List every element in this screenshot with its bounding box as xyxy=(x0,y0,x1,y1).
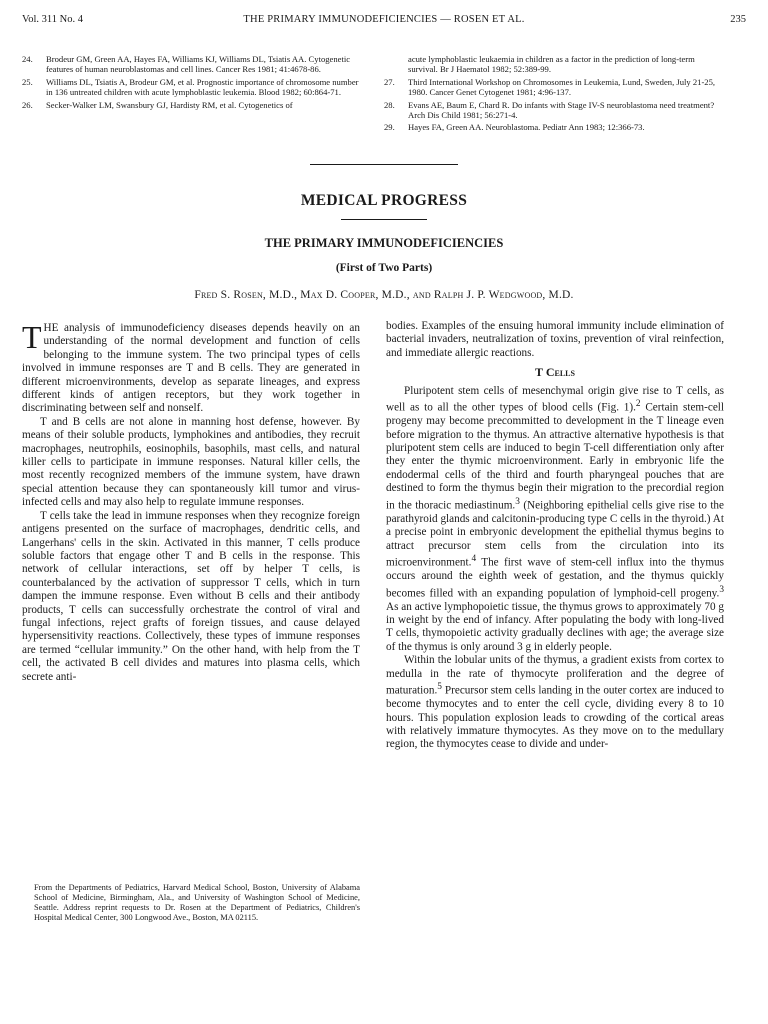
section-heading: T Cells xyxy=(535,365,575,380)
reference-number xyxy=(384,54,408,75)
body-paragraph xyxy=(22,319,360,416)
page-header xyxy=(22,14,746,30)
reference-item xyxy=(384,100,724,121)
reference-item xyxy=(384,54,724,75)
section-divider xyxy=(310,164,458,165)
paragraph-text: (Neighboring epithelial cells give rise to the parathyroid glands and calcitonin-producing type C cells in the thyroid.) At a precise point in embryonic development the epithelial thymus begins to attract precursor stem cells from the circulation into its microenvironment. xyxy=(386,499,724,569)
paragraph-text: Certain stem-cell progeny may become precommitted to development in the T lineage even before migration to the thymus. An attractive alternative hypothesis is that pluripotent stem cells are induced to begin T-cell differentiation only after they enter the thymic microenvironment. Early in embryonic life the endodermal cells of the third and fourth pharyngeal pouches that are destined to form the thymus begin their migration to the precordial region in the thoracic mediastinum. xyxy=(386,401,724,512)
running-title: THE PRIMARY IMMUNODEFICIENCIES — ROSEN ET AL. xyxy=(243,14,525,25)
body-paragraph: bodies. Examples of the ensuing humoral immunity include elimination of bacterial invaders, neutralization of toxins, prevention of viral reinfection, and immediate allergic reactions. xyxy=(386,320,724,359)
body-paragraph xyxy=(386,654,724,752)
body-left-column xyxy=(22,319,360,684)
reference-number: 28. xyxy=(384,99,395,110)
reference-text: Brodeur GM, Green AA, Hayes FA, Williams KJ, Williams DL, Tsiatis AA. Cytogenetic features of human neuroblastomas and cell lines. Cancer Res 1981; 41:4678-86. xyxy=(46,54,351,75)
reference-number: 29. xyxy=(384,122,395,133)
reference-text: Hayes FA, Green AA. Neuroblastoma. Pediatr Ann 1983; 12:366-73. xyxy=(408,122,645,133)
kicker-underline xyxy=(341,219,427,220)
citation-superscript: 3 xyxy=(719,584,724,595)
reference-item xyxy=(22,100,362,110)
reference-item xyxy=(22,77,362,98)
body-right-column xyxy=(386,320,724,752)
article-title: THE PRIMARY IMMUNODEFICIENCIES xyxy=(264,236,504,250)
references-left-column xyxy=(22,54,362,112)
paragraph-text: Precursor stem cells landing in the outer cortex are induced to become thymocytes and to enter the cell cycle, dividing every 8 to 10 hours. This population explosion leads to crowding of the cortical areas with relatively immature thymocytes. As they move on to the medullary region, the thymocytes cease to divide and under- xyxy=(386,684,724,751)
reference-text: Evans AE, Baum E, Chard R. Do infants with Stage IV-S neuroblastoma need treatment? Arch Dis Child 1981; 56:271-4. xyxy=(408,99,715,121)
reference-text: Third International Workshop on Chromosomes in Leukemia, Lund, Sweden, July 21-25, 1980. Cancer Genet Cytogenet 1981; 4:96-137. xyxy=(408,76,716,98)
affiliation-footnote: From the Departments of Pediatrics, Harvard Medical School, Boston, University of Alabama School of Medicine, Birmingham, Ala., and University of Washington School of Medicine, Seattle. Address reprint requests to Dr. Rosen at the Department of Pediatrics, Children's Hospital Medical Center, 300 Longwood Ave., Boston, MA 02115. xyxy=(34,883,360,922)
citation-superscript: 3 xyxy=(515,496,520,507)
reference-number: 27. xyxy=(384,76,395,87)
citation-superscript: 5 xyxy=(437,682,442,693)
article-authors: Fred S. Rosen, M.D., Max D. Cooper, M.D., and Ralph J. P. Wedgwood, M.D. xyxy=(194,289,574,301)
citation-superscript: 2 xyxy=(635,399,641,410)
paragraph-text: Within the lobular units of the thymus, a gradient exists from cortex to medulla in the rate of thymocyte proliferation and the degree of maturation. xyxy=(386,654,724,697)
reference-number: 26. xyxy=(22,99,33,110)
paragraph-text: The first wave of stem-cell influx into the thymus occurs around the eighth week of gestation, and the thymus quickly becomes filled with an expanding population of lymphoid-cell progeny. xyxy=(386,556,724,600)
reference-item xyxy=(22,54,362,75)
body-paragraph xyxy=(386,385,724,655)
volume-issue: Vol. 311 No. 4 xyxy=(22,14,83,25)
body-paragraph: T cells take the lead in immune responses when they recognize foreign antigens presented on the surface of macrophages, dendritic cells, and Langerhans' cells in the skin. Activated in this manner, T cells produce soluble factors that engage other T and B cells in the response. This network of cellular interactions, set off by helper T cells, is counterbalanced by the activation of suppressor T cells, which in turn dampen the immune response. Even without B cells and their antibody products, T cells can successfully orchestrate the control of viral and fungal infections, reject grafts of foreign tissues, and cause delayed hypersensitivity reactions. Collectively, these types of immune responses are termed “cellular immunity.” On the other hand, with help from the T cell, the activated B cell divides and matures into plasma cells, which secrete anti- xyxy=(22,509,360,683)
page-number: 235 xyxy=(730,14,746,25)
reference-item xyxy=(384,122,724,132)
section-kicker: MEDICAL PROGRESS xyxy=(300,192,468,209)
body-paragraph: T and B cells are not alone in manning host defense, however. By means of their soluble products, lymphokines and antibodies, they recruit macrophages, neutrophils, eosinophils, basophils, mast cells, and natural killer cells to participate in immune responses. Natural killer cells, the most recently recognized members of the immune system, have drawn special attention because they can spontaneously kill tumor and virus-infected cells and may also help to regulate immune responses. xyxy=(22,415,360,509)
article-subtitle: (First of Two Parts) xyxy=(335,262,433,274)
paragraph-text: As an active lymphopoietic tissue, the thymus grows to approximately 70 g in weight by the end of infancy. After populating the body with long-lived T cells, thymopoietic activity gradually declines with age; the average size of the thymus is only around 3 g in elderly people. xyxy=(386,600,724,653)
reference-text: Secker-Walker LM, Swansbury GJ, Hardisty RM, et al. Cytogenetics of xyxy=(46,99,293,110)
paragraph-text: HE analysis of immunodeficiency diseases depends heavily on an understanding of the normal development and function of cells belonging to the immune system. The two principal types of cells involved in immune responses are T and B cells. They are generated in different microenvironments, develop as separate lineages, and express different kinds of antigen receptors, but they work together in discriminating between self and nonself. xyxy=(22,322,360,415)
paragraph-text: Pluripotent stem cells of mesenchymal origin give rise to T cells, as well as to all the other types of blood cells (Fig. 1). xyxy=(386,384,724,414)
reference-item xyxy=(384,77,724,98)
reference-number: 25. xyxy=(22,76,33,87)
citation-superscript: 4 xyxy=(471,553,477,564)
reference-number: 24. xyxy=(22,54,33,64)
reference-text: acute lymphoblastic leukaemia in children as a factor in the prediction of long-term survival. Br J Haematol 1982; 52:389-99. xyxy=(408,54,695,75)
drop-cap: T xyxy=(22,319,42,355)
references-right-column xyxy=(384,54,724,135)
reference-text: Williams DL, Tsiatis A, Brodeur GM, et al. Prognostic importance of chromosome number in 136 untreated children with acute lymphoblastic leukemia. Blood 1982; 60:864-71. xyxy=(46,76,359,98)
